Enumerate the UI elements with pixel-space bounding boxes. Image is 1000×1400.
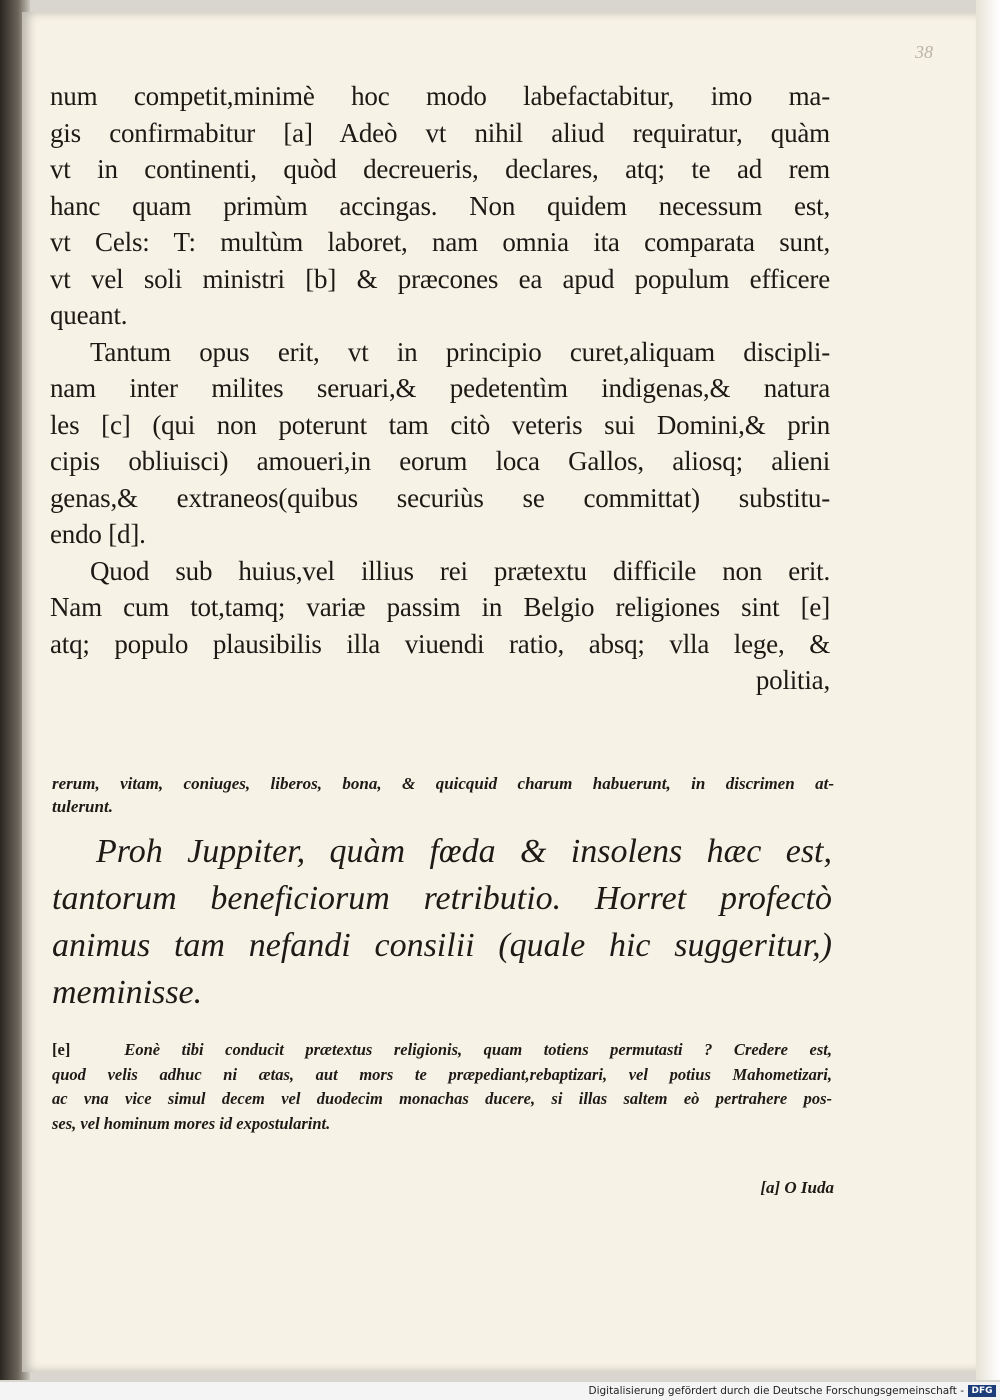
footnote-text: Eonè tibi conducit prætextus religionis, quam totiens permutasti ? Credere est, [124,1040,832,1059]
main-text-line: endo [d]. [50,519,146,549]
commentary-line: tantorum beneficiorum retributio. Horret profectò [52,880,832,917]
main-text-line: Quod sub huius,vel illius rei prætextu difficile non erit. [90,555,830,586]
main-text-line: queant. [50,300,128,330]
footnote-mark: [e] [52,1040,71,1059]
main-text-line: Nam cum tot,tamq; variæ passim in Belgio religiones sint [e] [50,592,830,622]
main-text-line: vt in continenti, quòd decreueris, declares, atq; te ad rem [50,154,830,184]
funding-notice: Digitalisierung gefördert durch die Deutsche Forschungsgemeinschaft - [588,1385,964,1397]
folio-number: 38 [915,42,933,62]
main-text-line: vt vel soli ministri [b] & præcones ea apud populum efficere [50,263,830,294]
catchword: [a] O Iuda [760,1178,834,1197]
commentary-line: meminisse. [52,974,203,1011]
commentary-line: Proh Juppiter, quàm fœda & insolens hæc est, [96,833,832,870]
footnote-line: quod velis adhuc ni ætas, aut mors te præpediant,rebaptizari, vel potius Mahometizari, [52,1064,832,1084]
footnote-line: ac vna vice simul decem vel duodecim monachas ducere, si illas saltem eò pertrahere pos- [52,1089,832,1108]
main-text-line: gis confirmabitur [a] Adeò vt nihil aliud requiratur, quàm [50,117,830,148]
dfg-logo-icon: DFG [968,1385,996,1397]
footnote-line: rerum, vitam, coniuges, liberos, bona, & quicquid charum habuerunt, in discrimen at- [52,774,834,793]
main-text-line: cipis obliuisci) amoueri,in eorum loca Gallos, aliosq; alieni [50,446,830,476]
main-text-line: hanc quam primùm accingas. Non quidem necessum est, [50,190,830,221]
footnote-continuation [52,772,834,818]
footnote-line: ses, vel hominum mores id expostularint. [52,1113,331,1133]
footnote-e [52,1038,832,1136]
main-text-line: nam inter milites seruari,& pedetentìm indigenas,& natura [50,373,830,403]
main-text-line: vt Cels: T: multùm laboret, nam omnia ita comparata sunt, [50,227,830,257]
main-text-block [50,78,830,699]
footnote-line [52,1038,832,1063]
main-text-line: les [c] (qui non poterunt tam citò veteris sui Domini,& prin [50,409,830,440]
page-edge [976,0,1000,1380]
main-text-line: politia, [755,665,830,695]
commentary-block [52,828,832,1016]
commentary-line: animus tam nefandi consilii (quale hic suggeritur,) [52,927,832,964]
main-text-line: atq; populo plausibilis illa viuendi ratio, absq; vlla lege, & [50,628,830,659]
footnote-line: tulerunt. [52,797,113,816]
main-text-line: genas,& extraneos(quibus securiùs se committat) substitu- [50,482,830,513]
main-text-line: Tantum opus erit, vt in principio curet,aliquam discipli- [90,336,830,367]
main-text-line: num competit,minimè hoc modo labefactabitur, imo ma- [50,81,830,111]
